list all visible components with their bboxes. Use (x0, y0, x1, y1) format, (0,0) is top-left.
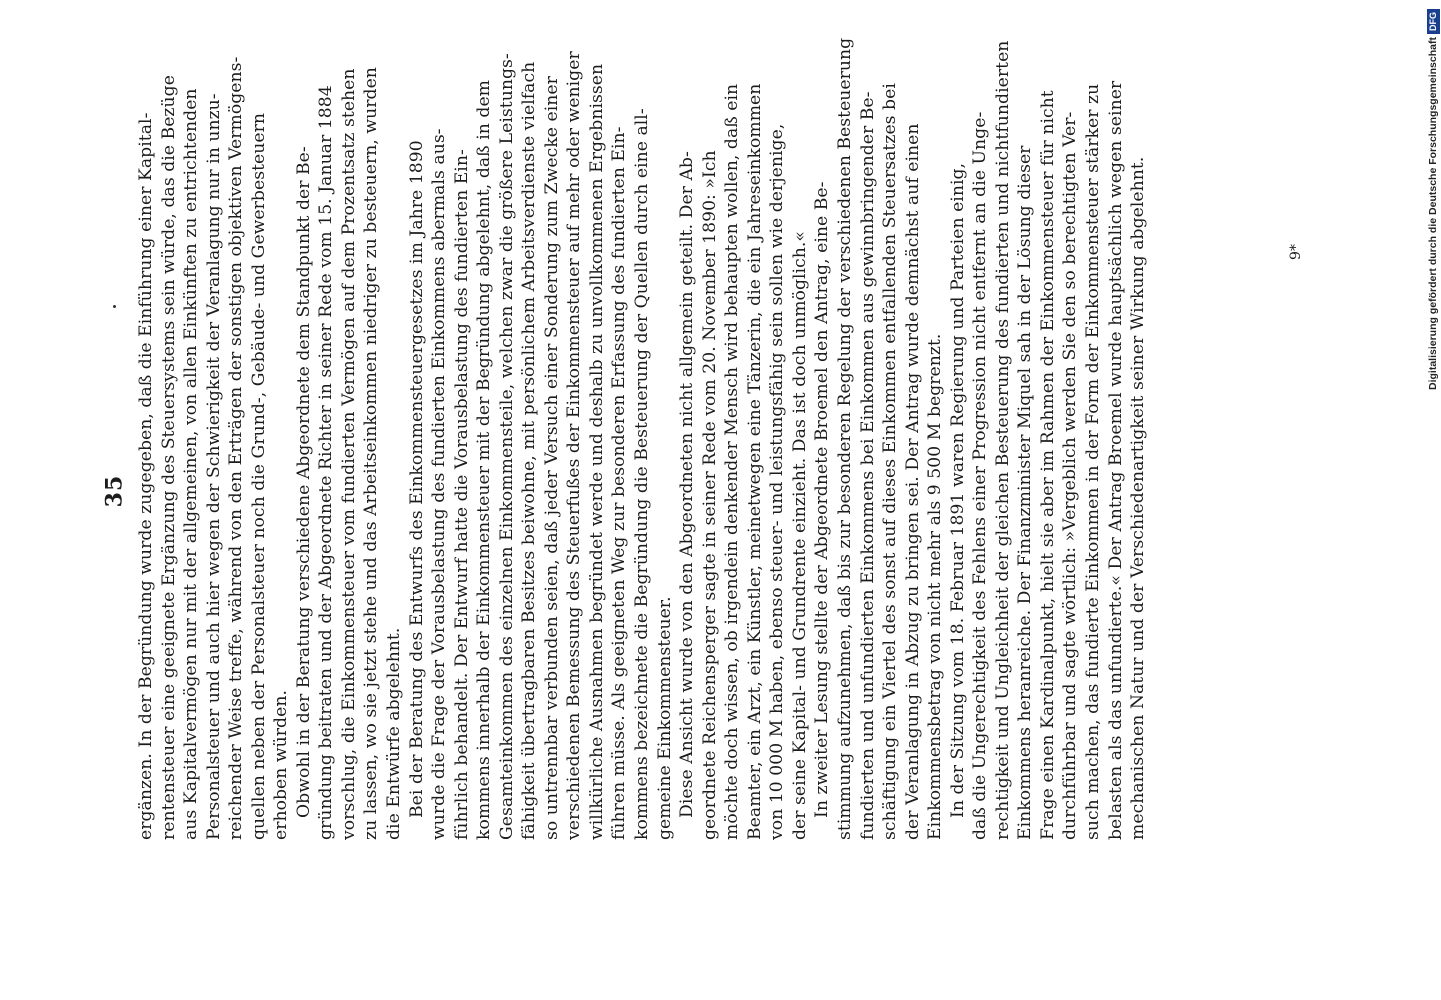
text-line: aus Kapitalvermögen nur mit der allgemeinen, von allen Einkünften zu entrichtenden (181, 88, 202, 840)
credit-text: Digitalisierung gefördert durch die Deutsche Forschungsgemeinschaft (1427, 37, 1439, 390)
text-line: Personalsteuer und auch hier wegen der Schwierigkeit der Veranlagung nur in unzu- (203, 93, 224, 840)
text-line: rechtigkeit und Ungleichheit der gleichen Besteuerung des fundierten und nichtfundierten (992, 40, 1013, 840)
text-line: Beamter, ein Arzt, ein Künstler, meinetwegen eine Tänzerin, die ein Jahreseinkommen (744, 83, 765, 840)
text-line: Obwohl in der Beratung verschiedene Abgeordnete dem Standpunkt der Be- (293, 146, 314, 818)
text-block (135, 37, 1275, 840)
text-line: fundierten und unfundierten Einkommens bei Einkommen aus gewinnbringender Be- (857, 91, 878, 840)
text-line: rentensteuer eine geeignete Ergänzung des Steuersystems sein würde, das die Bezüge (158, 75, 179, 840)
text-line: möchte doch wissen, ob irgendein denkender Mensch wird behaupten wollen, daß ein (722, 83, 743, 840)
text-line: kommens innerhalb der Einkommensteuer mit der Begründung abgelehnt, daß in dem (474, 79, 495, 840)
text-line: der Veranlagung in Abzug zu bringen sei. Der Antrag wurde demnächst auf einen (902, 123, 923, 840)
text-line: gründung beitraten und der Abgeordnete Richter in seiner Rede vom 15. Januar 1884 (316, 85, 337, 840)
text-line: der seine Kapital- und Grundrente einzieht. Das ist doch unmöglich.« (789, 231, 810, 840)
text-line: willkürliche Ausnahmen begründet werde und deshalb zu unvollkommenen Ergebnissen (586, 63, 607, 840)
page-number: 35 (101, 474, 128, 508)
text-line: verschiedenen Bemessung des Steuerfußes der Einkommensteuer auf mehr oder weniger (564, 51, 585, 840)
text-line: zu lassen, wo sie jetzt stehe und das Arbeitseinkommen niedriger zu besteuern, wurden (361, 67, 382, 840)
text-line: erhoben würden. (271, 690, 292, 840)
text-line: geordnete Reichensperger sagte in seiner Rede vom 20. November 1890: »Ich (699, 150, 720, 840)
text-line: such machen, das fundierte Einkommen in der Form der Einkommensteuer stärker zu (1082, 83, 1103, 840)
ink-dot (113, 305, 116, 308)
text-line: In zweiter Lesung stellte der Abgeordnete Broemel den Antrag, eine Be- (812, 181, 833, 818)
text-line: Gesamteinkommen des einzelnen Einkommensteile, welchen zwar die größere Leistungs- (496, 53, 517, 840)
text-line: Einkommens heranreiche. Der Finanzminister Miquel sah in der Lösung dieser (1015, 145, 1036, 840)
text-line: kommens bezeichnete die Begründung die Besteuerung der Quellen durch eine all- (632, 108, 653, 840)
dfg-logo: DFG (1427, 9, 1440, 34)
text-line: führen müsse. Als geeigneten Weg zur besonderen Erfassung des fundierten Ein- (609, 126, 630, 840)
text-line: stimmung aufzunehmen, daß bis zur besonderen Regelung der verschiedenen Besteuerung (834, 37, 855, 840)
text-line: Einkommensbetrag von nicht mehr als 9 500 M begrenzt. (925, 333, 946, 840)
text-line: die Entwürfe abgelehnt. (384, 627, 405, 840)
text-line: quellen neben der Personalsteuer noch die Grund-, Gebäude- und Gewerbesteuern (248, 113, 269, 840)
text-line: belasten als das unfundierte.« Der Antrag Broemel wurde hauptsächlich wegen seiner (1105, 80, 1126, 840)
text-line: daß die Ungerechtigkeit des Fehlens einer Progression nicht entfernt an die Unge- (970, 111, 991, 840)
text-line: von 10 000 M haben, ebenso steuer- und leistungsfähig sein sollen wie derjenige, (767, 123, 788, 840)
text-line: mechanischen Natur und der Verschiedenartigkeit seiner Wirkung abgelehnt. (1128, 156, 1149, 840)
text-line: Frage einen Kardinalpunkt, hielt sie aber im Rahmen der Einkommensteuer für nicht (1037, 90, 1058, 840)
text-line: gemeine Einkommensteuer. (654, 596, 675, 840)
text-line: ergänzen. In der Begründung wurde zugegeben, daß die Einführung einer Kapital- (136, 112, 156, 840)
text-line: reichender Weise treffe, während von den Erträgen der sonstigen objektiven Vermögens- (226, 56, 247, 840)
text-line: führlich behandelt. Der Entwurf hatte die Vorausbelastung des fundierten Ein- (451, 149, 472, 840)
text-line: durchführbar und sagte wörtlich: »Vergeblich werden Sie den so berechtigten Ver- (1060, 111, 1081, 840)
text-line: wurde die Frage der Vorausbelastung des fundierten Einkommens abermals aus- (429, 128, 450, 840)
signature-mark: 9* (1287, 244, 1304, 260)
text-line: so untrennbar verbunden seien, daß jeder Versuch einer Sonderung zum Zwecke einer (541, 76, 562, 840)
text-line: Diese Ansicht wurde von den Abgeordneten nicht allgemein geteilt. Der Ab- (677, 151, 698, 818)
page-body (135, 37, 1285, 840)
text-line: Bei der Beratung des Entwurfs des Einkommensteuergesetzes im Jahre 1890 (406, 140, 427, 818)
text-line: vorschlug, die Einkommensteuer vom fundierten Vermögen auf dem Prozentsatz stehen (338, 68, 359, 840)
text-line: fähigkeit übertragbaren Besitzes beiwohne, mit persönlichem Arbeitsverdienste vielfach (519, 61, 540, 840)
text-line: schäftigung ein Viertel des sonst auf dieses Einkommen entfallenden Steuersatzes bei (880, 83, 901, 840)
digitization-credit (1425, 10, 1441, 390)
text-line: In der Sitzung vom 18. Februar 1891 waren Regierung und Parteien einig, (947, 162, 968, 818)
